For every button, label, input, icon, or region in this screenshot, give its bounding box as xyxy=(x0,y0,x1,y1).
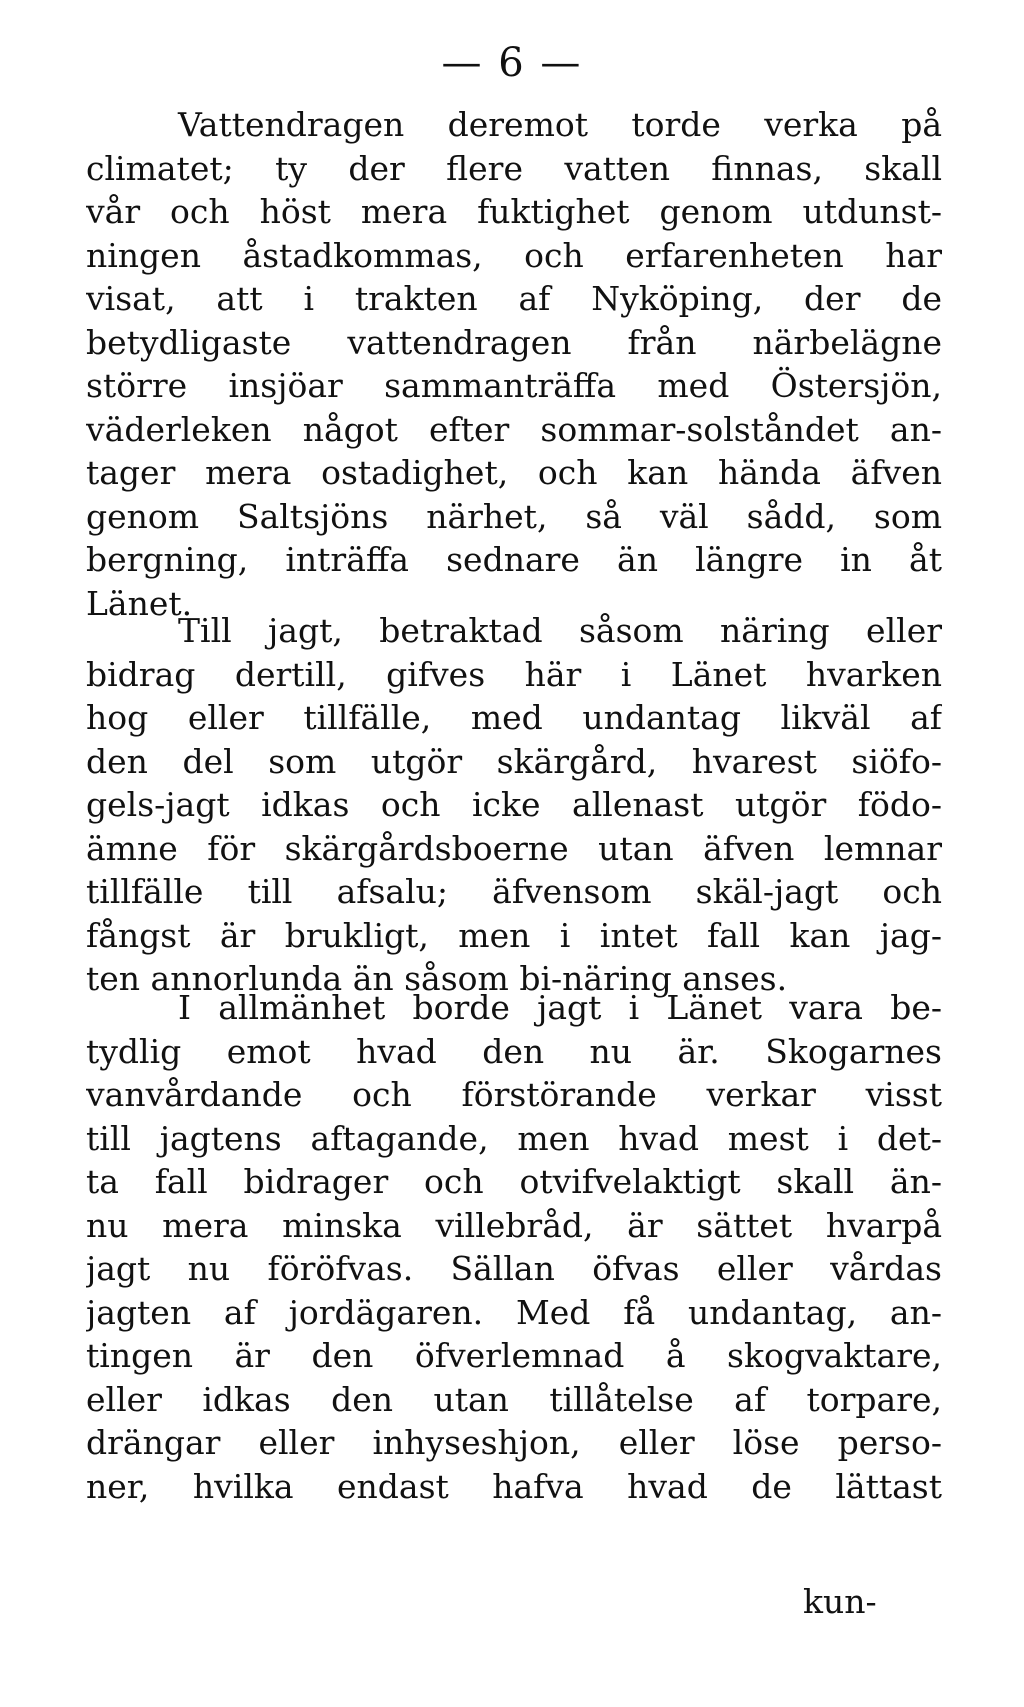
text-line: ningen åstadkommas, och erfarenheten har xyxy=(86,235,942,275)
text-line: ämne för skärgårdsboerne utan äfven lemnar xyxy=(86,828,942,868)
text-line: tydlig emot hvad den nu är. Skogarnes xyxy=(86,1031,942,1071)
text-line: nu mera minska villebråd, är sättet hvarpå xyxy=(86,1205,942,1245)
page-number: — 6 — xyxy=(441,40,583,86)
text-line: tager mera ostadighet, och kan hända äfven xyxy=(86,453,942,492)
text-line: hog eller tillfälle, med undantag likväl af xyxy=(86,698,942,737)
text-line: ta fall bidrager och otvifvelaktigt skall än- xyxy=(86,1162,942,1201)
text-line: vanvårdande och förstörande verkar visst xyxy=(86,1075,942,1114)
catchword: kun- xyxy=(803,1582,877,1621)
text-line: vår och höst mera fuktighet genom utdunst- xyxy=(86,192,942,231)
text-line: climatet; ty der flere vatten finnas, skall xyxy=(86,148,942,188)
text-line: drängar eller inhyseshjon, eller löse perso- xyxy=(86,1423,942,1462)
text-line: genom Saltsjöns närhet, så väl sådd, som xyxy=(86,496,942,536)
text-line: tingen är den öfverlemnad å skogvaktare, xyxy=(86,1336,942,1375)
text-line: Länet. xyxy=(86,583,193,623)
text-line: bergning, inträffa sednare än längre in åt xyxy=(86,540,942,579)
text-line: bidrag dertill, gifves här i Länet hvarken xyxy=(86,654,942,694)
text-line: fångst är brukligt, men i intet fall kan jag- xyxy=(86,915,942,955)
paragraph-3 xyxy=(86,986,942,1508)
text-line: I allmänhet borde jagt i Länet vara be- xyxy=(178,988,942,1027)
text-line: ten annorlunda än såsom bi-näring anses. xyxy=(86,959,788,998)
text-line: eller idkas den utan tillåtelse af torpare, xyxy=(86,1379,942,1419)
text-line: tillfälle till afsalu; äfvensom skäl-jagt och xyxy=(86,872,942,911)
text-line: jagten af jordägaren. Med få undantag, an- xyxy=(86,1292,942,1332)
text-line: visat, att i trakten af Nyköping, der de xyxy=(86,279,942,318)
paragraph-1 xyxy=(86,103,942,625)
text-line: den del som utgör skärgård, hvarest siöfo- xyxy=(86,741,942,781)
text-line: ner, hvilka endast hafva hvad de lättast xyxy=(86,1466,942,1506)
text-line: större insjöar sammanträffa med Östersjön, xyxy=(86,366,942,405)
text-line: väderleken något efter sommar-solståndet an- xyxy=(86,409,942,449)
text-line: gels-jagt idkas och icke allenast utgör födo- xyxy=(86,785,942,824)
text-line: till jagtens aftagande, men hvad mest i det- xyxy=(86,1118,942,1158)
text-line: betydligaste vattendragen från närbelägne xyxy=(86,322,942,362)
paragraph-2 xyxy=(86,609,942,1001)
text-line: jagt nu föröfvas. Sällan öfvas eller vårdas xyxy=(86,1249,942,1288)
text-line: Till jagt, betraktad såsom näring eller xyxy=(178,611,942,650)
text-line: Vattendragen deremot torde verka på xyxy=(178,105,942,144)
